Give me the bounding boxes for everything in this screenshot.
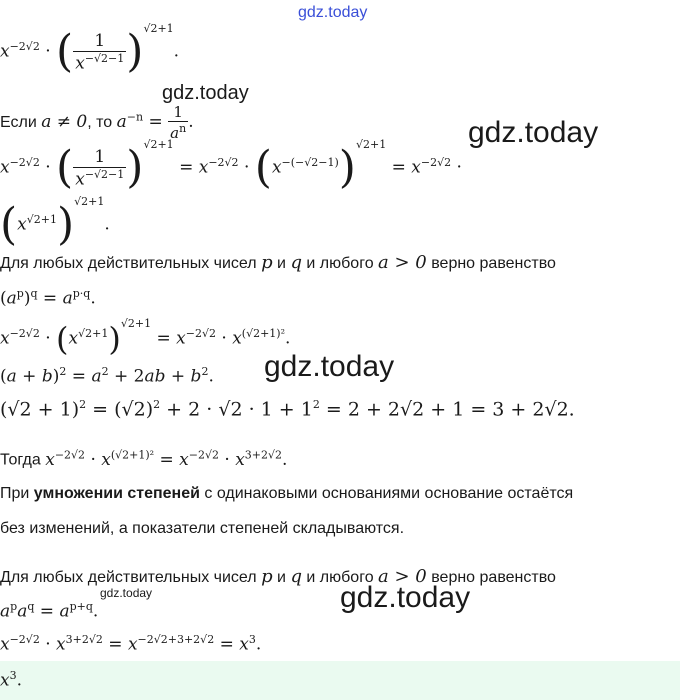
watermark-3: gdz.today	[264, 350, 395, 383]
answer-value: $x^3$.	[0, 669, 22, 691]
math-line-6: $(a^p)^q = a^{p\cdot q}$.	[0, 287, 96, 309]
watermark-top: gdz.today	[298, 4, 368, 21]
watermark-5: gdz.today	[340, 581, 471, 614]
math-line-8: $(a + b)^2 = a^2 + 2ab + b^2$.	[0, 365, 214, 387]
math-line-15: $x^{-2√2} \cdot x^{3+2√2} = x^{-2√2+3+2√2} = x^3$.	[0, 633, 262, 655]
text-line-10: Тогда $x^{-2√2} \cdot x^{(√2+1)^2} = x^{-2√2} \cdot x^{3+2√2}$.	[0, 448, 288, 470]
watermark-2: gdz.today	[468, 116, 599, 149]
text-line-11: При умножении степеней с одинаковыми основаниями основание остаётся	[0, 485, 574, 502]
text-line-13: Для любых действительных чисел p и q и любого a > 0 верно равенство	[0, 566, 556, 587]
math-line-4: $(x^{√2+1})^{√2+1}$.	[0, 194, 110, 250]
watermark-1: gdz.today	[162, 82, 249, 104]
math-line-9: $(√2 + 1)^2 = (√2)^2 + 2 \cdot √2 \cdot 1 + 1^2 = 2 + 2√2 + 1 = 3 + 2√2$.	[0, 398, 575, 421]
text-line-12: без изменений, а показатели степеней складываются.	[0, 520, 405, 537]
text-line-5: Для любых действительных чисел p и q и любого a > 0 верно равенство	[0, 252, 556, 273]
math-line-14: $a^pa^q = a^{p+q}$.	[0, 600, 99, 622]
math-line-7: $x^{-2√2} \cdot (x^{√2+1})^{√2+1} = x^{-2√2} \cdot x^{(√2+1)^2}$.	[0, 316, 291, 358]
answer-box	[0, 661, 680, 700]
text-line-2: Если a ≠ 0, то $a^{-n}$ = $\frac{1}{a^n}$ .	[0, 103, 194, 142]
watermark-4-small: gdz.today	[100, 586, 153, 600]
math-line-1: $x^{-2√2}$ · ( $\frac{1}{x^{-√2-1}}$ )$^{√2+1}$.	[0, 21, 180, 77]
math-line-3: $x^{-2√2}$ · ( $\frac{1}{x^{-√2-1}}$ )$^{√2+1} = x^{-2√2} \cdot (x^{-(-√2-1)})^{√2+1} = x^{-2√2}$ ·	[0, 137, 462, 193]
